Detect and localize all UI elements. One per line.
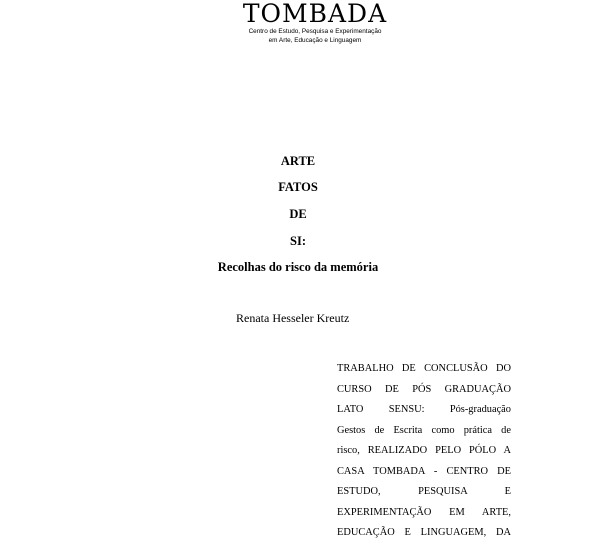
note-line: EDUCAÇÃO E LINGUAGEM, DA bbox=[337, 527, 511, 538]
note-line: TRABALHO DE CONCLUSÃO DO bbox=[337, 363, 511, 374]
note-line: CURSO DE PÓS GRADUAÇÃO bbox=[337, 383, 511, 395]
title-line-de: DE bbox=[289, 207, 307, 221]
note-line: Gestos de Escrita como prática de bbox=[337, 424, 511, 436]
submission-note bbox=[337, 359, 511, 544]
title-line-si: SI: bbox=[290, 234, 306, 248]
author-name: Renata Hesseler Kreutz bbox=[236, 311, 350, 325]
note-line: CASA TOMBADA - CENTRO DE bbox=[337, 465, 511, 477]
title-line-fatos: FATOS bbox=[278, 180, 318, 194]
note-line: LATO SENSU: Pós-graduação bbox=[337, 404, 511, 415]
logo-subtitle-line-1: Centro de Estudo, Pesquisa e Experimentação bbox=[248, 28, 382, 35]
logo-subtitle-line-2: em Arte, Educação e Linguagem bbox=[268, 37, 362, 44]
logo-wordmark: TOMBADA bbox=[242, 0, 388, 28]
institution-logo bbox=[230, 0, 400, 45]
note-line: risco, REALIZADO PELO PÓLO A bbox=[337, 445, 511, 456]
note-line: EXPERIMENTAÇÃO EM ARTE, bbox=[337, 506, 511, 518]
title-line-arte: ARTE bbox=[280, 154, 316, 168]
title-subtitle: Recolhas do risco da memória bbox=[217, 260, 379, 274]
note-line: ESTUDO, PESQUISA E bbox=[337, 486, 511, 497]
